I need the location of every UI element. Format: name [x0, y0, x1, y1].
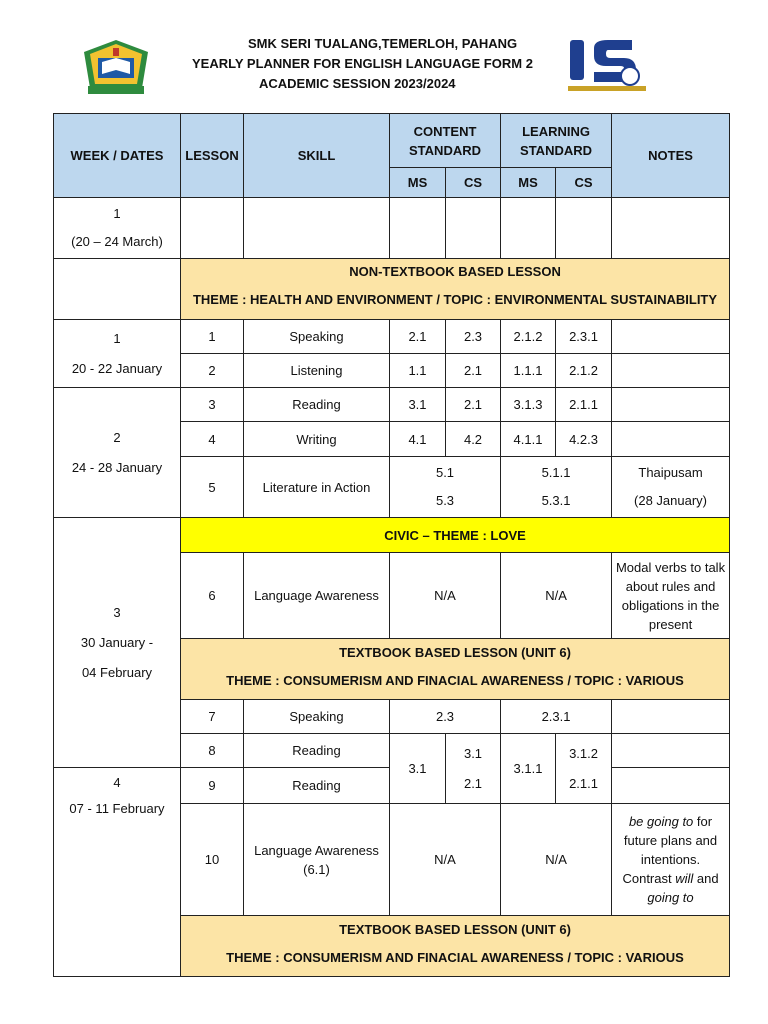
- cs-cs-header: CS: [446, 168, 501, 198]
- ls-ms-header: MS: [501, 168, 556, 198]
- cs-ms-header: MS: [390, 168, 446, 198]
- table-row: 4 07 - 11 February 9 Reading: [54, 768, 730, 804]
- theme-banner: TEXTBOOK BASED LESSON (UNIT 6) THEME : CONSUMERISM AND FINACIAL AWARENESS / TOPIC : VARIOUS: [181, 916, 730, 977]
- week-cell: 1 (20 – 24 March): [54, 198, 181, 259]
- week-header: WEEK / DATES: [54, 114, 181, 198]
- table-row: 4 Writing 4.1 4.2 4.1.1 4.2.3: [54, 422, 730, 457]
- header-row: [54, 114, 730, 168]
- learning-standard-header: LEARNING STANDARD: [501, 114, 612, 168]
- school-name: SMK SERI TUALANG,TEMERLOH, PAHANG: [248, 36, 518, 51]
- table-row: 6 Language Awareness N/A N/A Modal verbs to talk about rules and obligations in the present: [54, 553, 730, 639]
- skill-header: SKILL: [244, 114, 390, 198]
- theme-banner: TEXTBOOK BASED LESSON (UNIT 6) THEME : CONSUMERISM AND FINACIAL AWARENESS / TOPIC : VARIOUS: [181, 639, 730, 700]
- table-row: 8 Reading 3.1 3.1 2.1 3.1.1 3.1.2 2.1.1: [54, 734, 730, 768]
- table-row: [54, 198, 730, 259]
- ls-cs-header: CS: [556, 168, 612, 198]
- theme-banner: NON-TEXTBOOK BASED LESSON THEME : HEALTH AND ENVIRONMENT / TOPIC : ENVIRONMENTAL SUSTAINABILITY: [181, 259, 730, 320]
- week-cell: 1 20 - 22 January: [54, 320, 181, 388]
- table-row: [54, 518, 730, 553]
- table-row: [54, 259, 730, 320]
- content-standard-header: CONTENT STANDARD: [390, 114, 501, 168]
- table-row: 7 Speaking 2.3 2.3.1: [54, 700, 730, 734]
- notes-header: NOTES: [612, 114, 730, 198]
- document-title: [160, 34, 600, 94]
- table-row: 2 24 - 28 January 3 Reading 3.1 2.1 3.1.3 2.1.1: [54, 388, 730, 422]
- table-row: 10 Language Awareness (6.1) N/A N/A be going to for future plans and intentions. Contrast will and going to: [54, 804, 730, 916]
- week-cell: 4 07 - 11 February: [54, 768, 181, 977]
- table-row: 5 Literature in Action 5.1 5.3 5.1.1 5.3.1 Thaipusam (28 January): [54, 457, 730, 518]
- week-cell: 3 30 January - 04 February: [54, 518, 181, 768]
- document-header: [0, 0, 768, 110]
- civic-banner: CIVIC – THEME : LOVE: [181, 518, 730, 553]
- lesson-header: LESSON: [181, 114, 244, 198]
- table-row: 2 Listening 1.1 2.1 1.1.1 2.1.2: [54, 354, 730, 388]
- week-cell: 2 24 - 28 January: [54, 388, 181, 518]
- planner-title: YEARLY PLANNER FOR ENGLISH LANGUAGE FORM 2: [192, 56, 533, 71]
- yearly-planner-table: [53, 113, 730, 977]
- ppd-25-logo-icon: [566, 36, 648, 94]
- session-title: ACADEMIC SESSION 2023/2024: [259, 76, 456, 91]
- table-row: 1 20 - 22 January 1 Speaking 2.1 2.3 2.1.2 2.3.1: [54, 320, 730, 354]
- school-crest-icon: [80, 38, 152, 96]
- notes-cell: be going to for future plans and intentions. Contrast will and going to: [612, 804, 730, 916]
